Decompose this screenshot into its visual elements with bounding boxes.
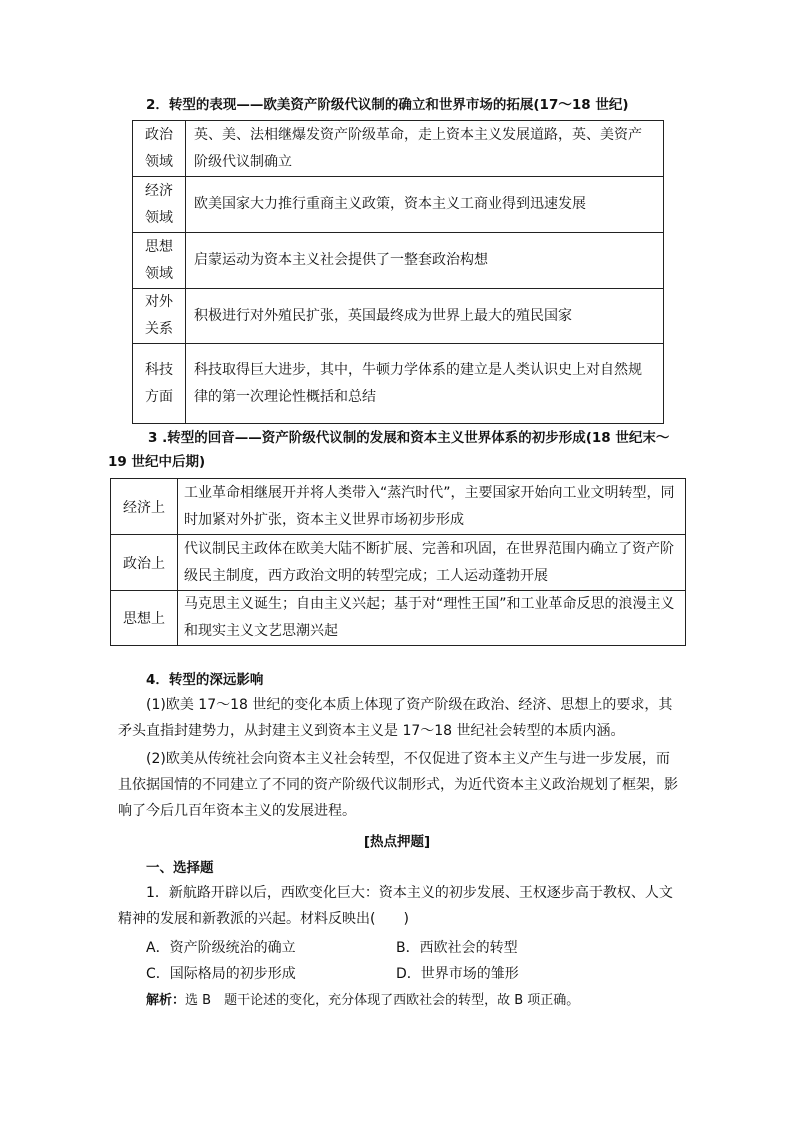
row-label: 经济 领域	[133, 177, 186, 233]
row-label: 政治上	[111, 535, 178, 591]
table-row	[111, 479, 686, 535]
option-c: C．国际格局的初步形成	[146, 966, 296, 982]
row-content: 科技取得巨大进步，其中，牛顿力学体系的建立是人类认识史上对自然规律的第一次理论性概括和总结	[186, 344, 664, 424]
section-3-table	[110, 478, 686, 646]
explanation-label: 解析：	[146, 993, 186, 1008]
row-content: 马克思主义诞生；自由主义兴起；基于对“理性王国”和工业革命反思的浪漫主义和现实主义文艺思潮兴起	[178, 591, 686, 646]
row-label: 思想 领域	[133, 233, 186, 289]
row-label: 科技 方面	[133, 344, 186, 424]
table-row	[133, 289, 664, 344]
row-label: 对外 关系	[133, 289, 186, 344]
section-3-heading-line2: 19 世纪中后期)	[108, 454, 206, 470]
question-section-title: 一、选择题	[146, 860, 214, 876]
row-content: 英、美、法相继爆发资产阶级革命，走上资本主义发展道路，英、美资产阶级代议制确立	[186, 121, 664, 177]
row-content: 欧美国家大力推行重商主义政策，资本主义工商业得到迅速发展	[186, 177, 664, 233]
option-a: A．资产阶级统治的确立	[146, 940, 296, 956]
row-label: 思想上	[111, 591, 178, 646]
row-content: 积极进行对外殖民扩张，英国最终成为世界上最大的殖民国家	[186, 289, 664, 344]
row-content: 启蒙运动为资本主义社会提供了一整套政治构想	[186, 233, 664, 289]
table-row	[111, 535, 686, 591]
table-row	[133, 233, 664, 289]
section-3-heading-line1: 3 .转型的回音——资产阶级代议制的发展和资本主义世界体系的初步形成(18 世纪末～	[148, 430, 670, 446]
row-label: 经济上	[111, 479, 178, 535]
row-content: 代议制民主政体在欧美大陆不断扩展、完善和巩固，在世界范围内确立了资产阶级民主制度，西方政治文明的转型完成；工人运动蓬勃开展	[178, 535, 686, 591]
table-row	[133, 344, 664, 424]
table-row	[111, 591, 686, 646]
table-row	[133, 177, 664, 233]
option-d: D．世界市场的雏形	[396, 966, 519, 982]
section-4-paragraph-1: (1)欧美 17～18 世纪的变化本质上体现了资产阶级在政治、经济、思想上的要求，其矛头直指封建势力，从封建主义到资本主义是 17～18 世纪社会转型的本质内涵。	[118, 697, 673, 739]
section-2-table	[132, 120, 664, 424]
table-row	[133, 121, 664, 177]
answer-explanation	[146, 991, 579, 1011]
row-label: 政治 领域	[133, 121, 186, 177]
section-4-paragraph-2: (2)欧美从传统社会向资本主义社会转型，不仅促进了资本主义产生与进一步发展，而且依据国情的不同建立了不同的资产阶级代议制形式，为近代资本主义政治规划了框架，影响了今后几百年资本主义的发展进程。	[118, 751, 678, 819]
option-b: B．西欧社会的转型	[396, 940, 518, 956]
row-content: 工业革命相继展开并将人类带入“蒸汽时代”，主要国家开始向工业文明转型，同时加紧对外扩张，资本主义世界市场初步形成	[178, 479, 686, 535]
hot-topic-title: [热点押题]	[363, 834, 431, 850]
question-1-stem: 1．新航路开辟以后，西欧变化巨大：资本主义的初步发展、王权逐步高于教权、人文精神的发展和新教派的兴起。材料反映出( )	[118, 885, 673, 927]
explanation-text: 选 B 题干论述的变化，充分体现了西欧社会的转型，故 B 项正确。	[185, 993, 580, 1008]
section-4-heading: 4．转型的深远影响	[146, 672, 264, 688]
section-2-heading: 2．转型的表现——欧美资产阶级代议制的确立和世界市场的拓展(17～18 世纪)	[146, 97, 629, 113]
